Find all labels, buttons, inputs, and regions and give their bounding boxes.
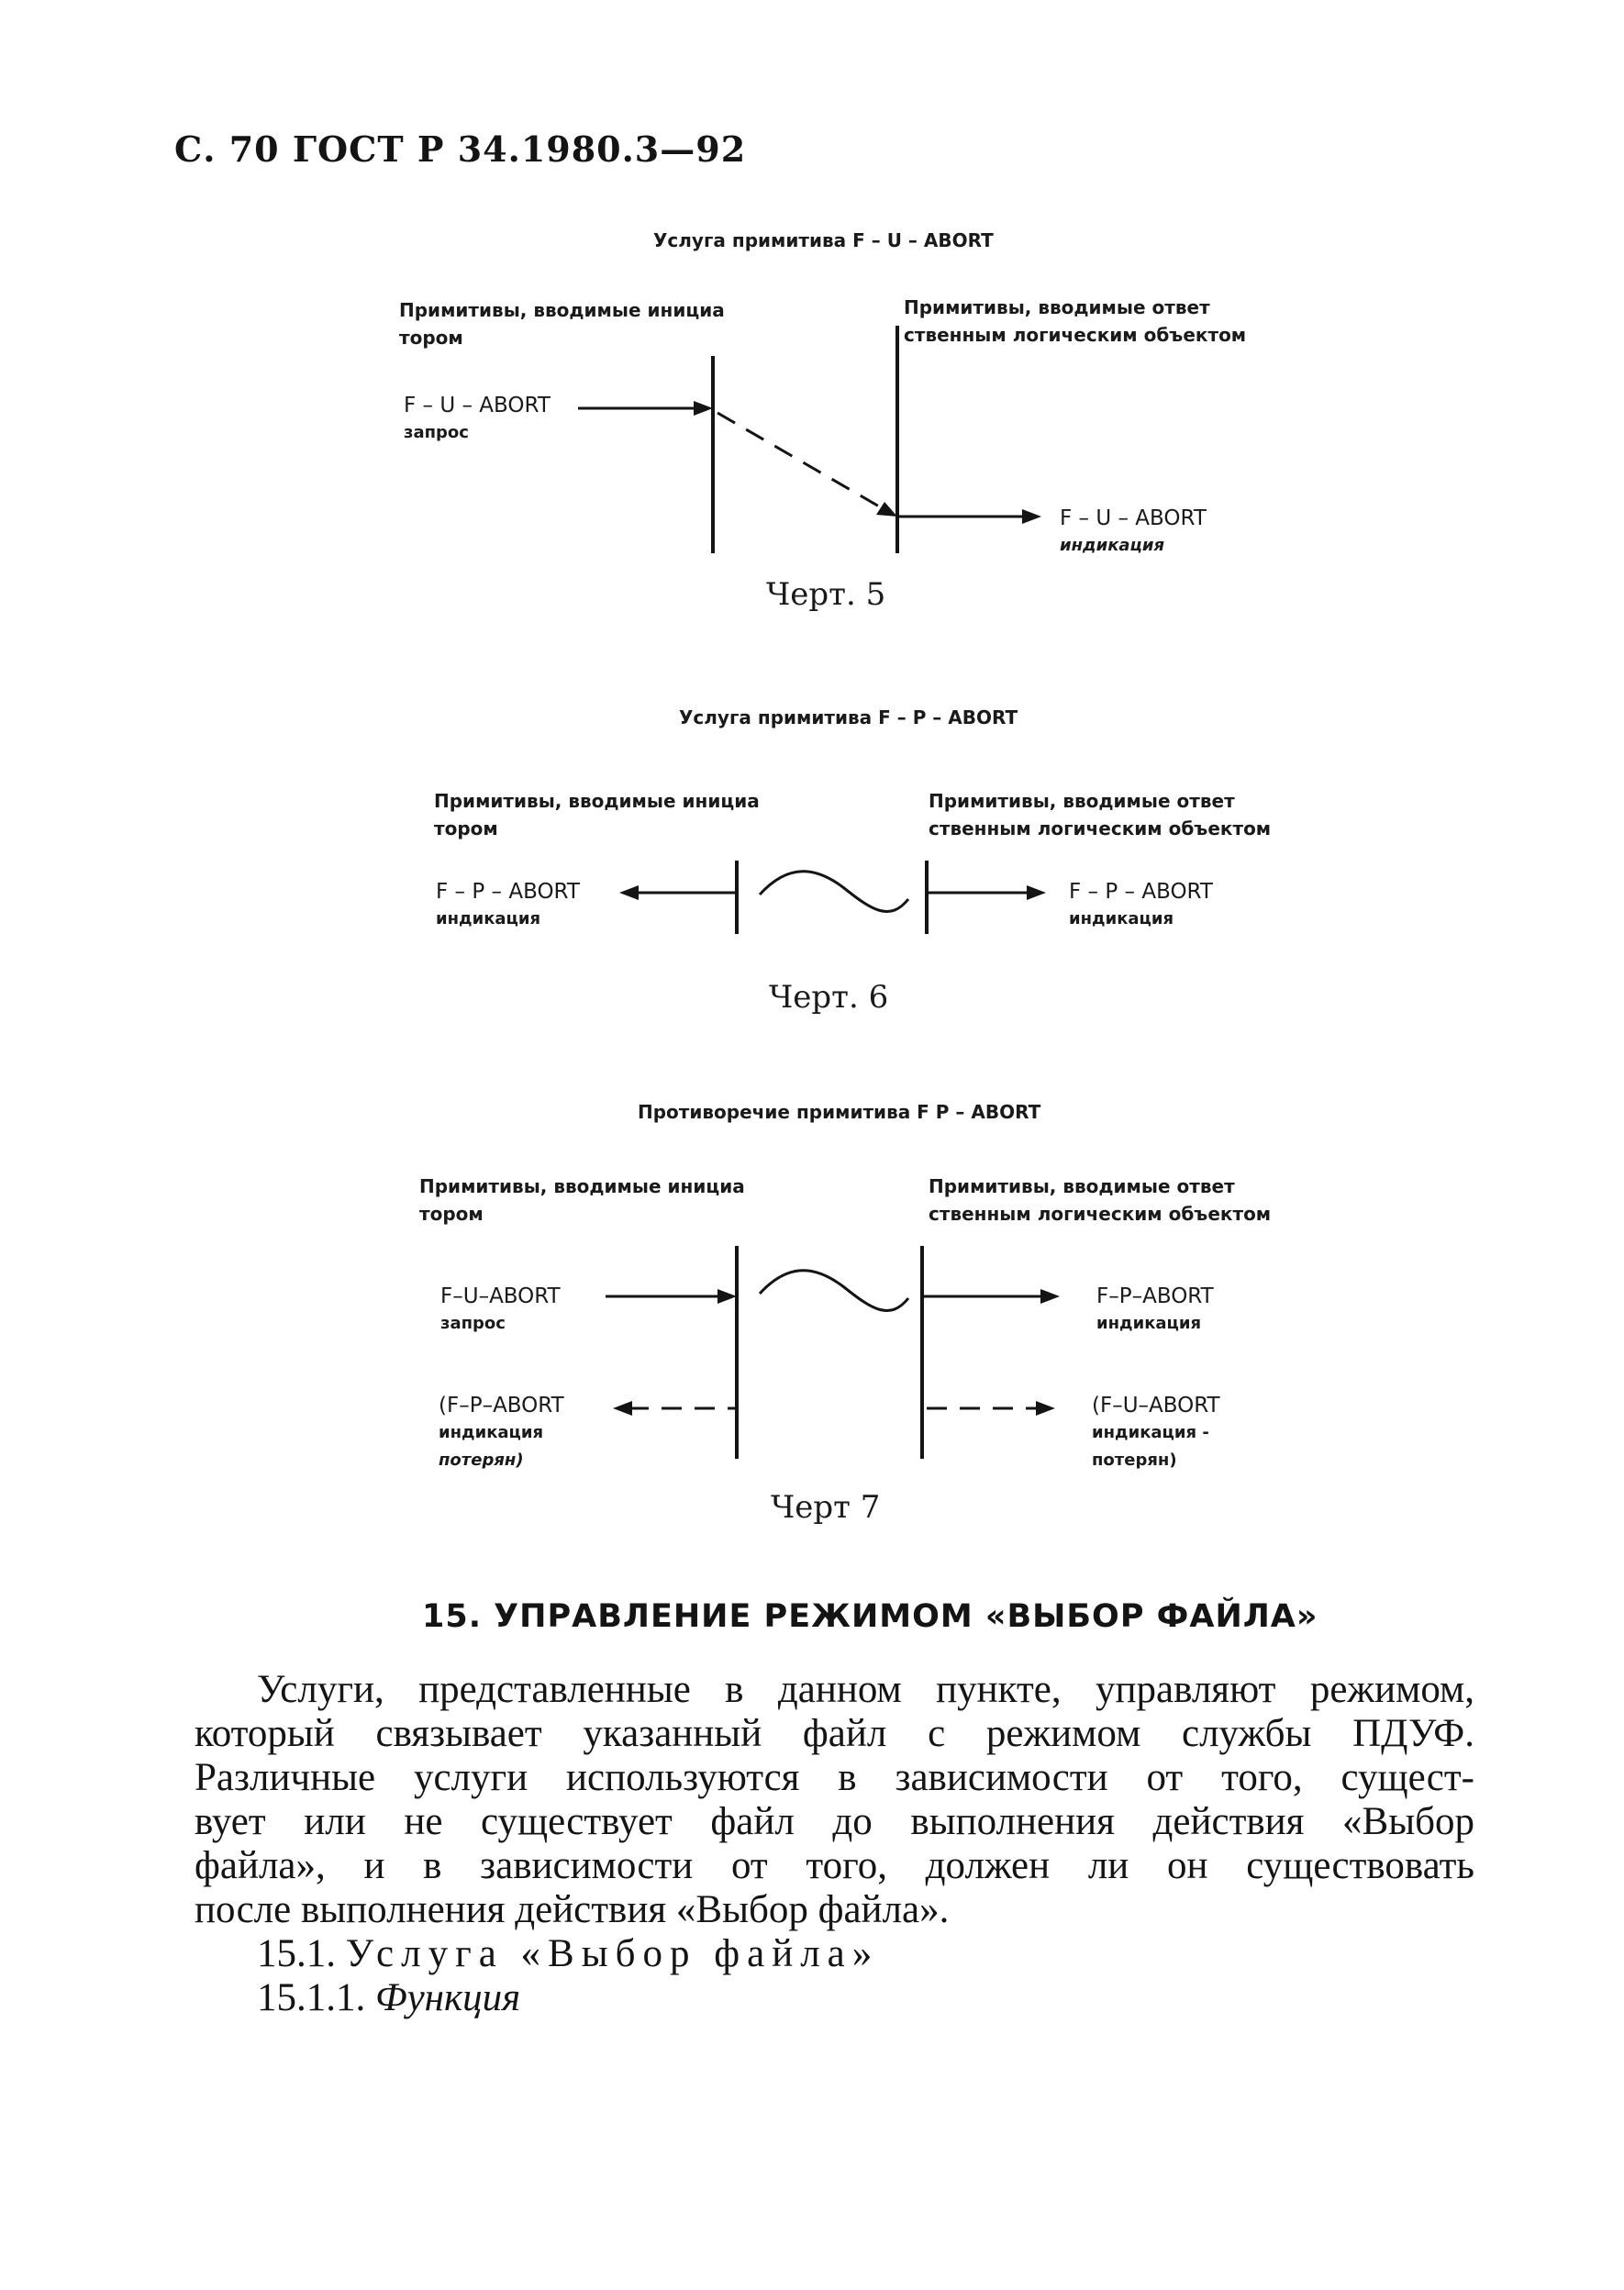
fig7-right-primitive-2-note: потерян) [1092,1451,1177,1470]
fig7-diagram [606,1246,1060,1459]
fig6-disruption-wave [760,872,908,912]
fig6-caption: Услуга примитива F – P – ABORT [679,706,1018,728]
fig7-lost-right-arrowhead [1036,1401,1055,1416]
fig5-transit-arrow [717,413,885,510]
fig5-request-arrowhead [694,401,713,416]
fig7-caption: Противоречие примитива F P – ABORT [638,1101,1041,1123]
fig5-left-label-line1: Примитивы, вводимые инициа [399,299,725,321]
fig7-number: Черт 7 [771,1489,881,1526]
fig6-right-primitive-name: F – P – ABORT [1069,880,1213,904]
body-line-2: который связывает указанный файл с режимом службы ПДУФ. [195,1712,1474,1755]
subsection-15-1-1 [257,1976,520,2020]
fig7-right-label-line1: Примитивы, вводимые ответ [929,1175,1235,1197]
fig7-right-label-line2: ственным логическим объектом [929,1203,1272,1225]
fig7-indication-arrowhead [1040,1289,1060,1304]
fig7-left-label-line1: Примитивы, вводимые инициа [419,1175,745,1197]
fig6-right-label-line1: Примитивы, вводимые ответ [929,790,1235,812]
fig5-indication-sub: индикация [1060,536,1165,555]
subsection-15-1-1-title: Функция [375,1976,521,2019]
subsection-15-1-1-number: 15.1.1. [257,1976,366,2019]
body-line-3: Различные услуги используются в зависимости от того, сущест- [195,1756,1474,1799]
body-line-1: Услуги, представленные в данном пункте, управляют режимом, [257,1668,1474,1711]
fig6-left-label-line2: тором [434,817,498,839]
fig6-left-label-line1: Примитивы, вводимые инициа [434,790,760,812]
fig5-request-sub: запрос [404,423,469,442]
fig5-indication-name: F – U – ABORT [1060,506,1207,530]
fig6-diagram [619,861,1046,934]
body-line-4: вует или не существует файл до выполнения действия «Выбор [195,1800,1474,1843]
fig7-right-primitive-2-name: (F–U–ABORT [1092,1394,1220,1417]
fig5-right-label-line1: Примитивы, вводимые ответ [904,296,1210,318]
fig5-indication-arrowhead [1022,509,1041,524]
fig6-right-label-line2: ственным логическим объектом [929,817,1272,839]
fig7-left-primitive-1-name: F–U–ABORT [440,1284,561,1308]
fig7-left-primitive-2-note: потерян) [439,1451,524,1470]
body-line-5: файла», и в зависимости от того, должен ли он существовать [195,1844,1474,1887]
fig5-right-label-line2: ственным логическим объектом [904,324,1247,346]
fig7-right-primitive-1-sub: индикация [1096,1314,1202,1333]
page-header: С. 70 ГОСТ Р 34.1980.3—92 [174,128,747,170]
fig6-left-primitive-name: F – P – ABORT [436,880,580,904]
fig5-left-label-line2: тором [399,327,463,349]
fig5-caption: Услуга примитива F – U – ABORT [653,229,994,251]
fig7-right-primitive-2-sub: индикация - [1092,1423,1209,1442]
fig7-left-label-line2: тором [419,1203,484,1225]
fig7-left-primitive-2-sub: индикация [439,1423,544,1442]
fig6-left-primitive-sub: индикация [436,909,541,928]
fig6-number: Черт. 6 [769,979,889,1016]
fig7-request-arrowhead [717,1289,737,1304]
fig6-right-primitive-sub: индикация [1069,909,1174,928]
fig5-transit-arrowhead [876,502,897,517]
fig5-diagram [578,326,1041,553]
fig6-right-arrowhead [1027,885,1046,900]
fig5-request-name: F – U – ABORT [404,394,551,417]
fig7-left-primitive-1-sub: запрос [440,1314,506,1333]
subsection-15-1-number: 15.1. [257,1932,336,1975]
fig7-lost-left-arrowhead [613,1401,632,1416]
body-line-6: после выполнения действия «Выбор файла». [195,1888,950,1931]
fig5-number: Черт. 5 [766,576,886,613]
fig7-right-primitive-1-name: F–P–ABORT [1096,1284,1214,1308]
fig7-disruption-wave [760,1271,908,1311]
subsection-15-1 [257,1932,879,1976]
fig6-left-arrowhead [619,885,639,900]
section-title: 15. УПРАВЛЕНИЕ РЕЖИМОМ «ВЫБОР ФАЙЛА» [422,1598,1318,1635]
fig7-left-primitive-2-name: (F–P–ABORT [439,1394,564,1417]
subsection-15-1-title: Услуга «Выбор файла» [345,1932,880,1975]
